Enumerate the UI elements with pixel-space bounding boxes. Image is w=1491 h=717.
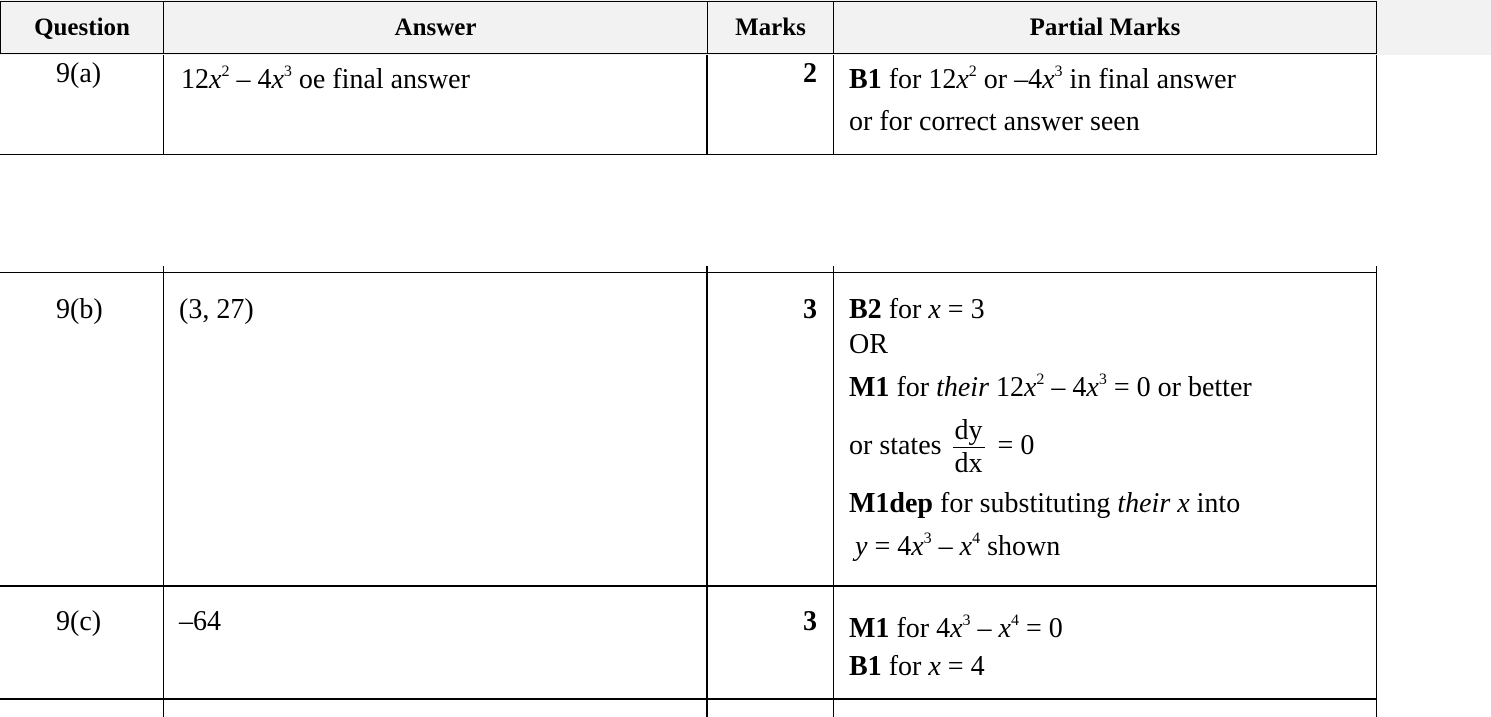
grid-line [1376, 55, 1377, 155]
column-header-answer: Answer [163, 1, 708, 54]
partial-marks-line: OR [849, 329, 888, 360]
marks-cell: 3 [803, 606, 817, 637]
question-number: 9(a) [56, 58, 102, 89]
grid-line [163, 55, 164, 155]
column-header-marks: Marks [707, 1, 834, 54]
row-divider [0, 585, 1377, 587]
grid-line [706, 266, 708, 586]
column-header-partial-marks: Partial Marks [833, 1, 1377, 54]
answer-cell: –64 [179, 606, 221, 637]
derivative-fraction: $\frac{dy}{dx}$ [954, 415, 983, 480]
grid-line [163, 266, 164, 586]
question-number: 9(c) [56, 606, 102, 637]
grid-line [1376, 266, 1377, 586]
partial-marks-line: B1 for x = 4 [849, 651, 985, 682]
partial-marks-line: or states $\frac{dy}{dx}$ = 0 [849, 415, 1035, 480]
partial-marks-line: M1 for their $12x^2 - 4x^3 = 0$ or better [849, 371, 1252, 403]
grid-line [833, 55, 834, 155]
partial-marks-line: M1dep for substituting their x into [849, 488, 1241, 519]
column-header-question: Question [0, 1, 164, 54]
grid-line [833, 266, 834, 586]
partial-marks-line: or for correct answer seen [849, 106, 1140, 137]
question-number: 9(b) [56, 294, 103, 325]
answer-cell: (3, 27) [179, 294, 254, 325]
partial-marks-line: M1 for $4x^3 - x^4 = 0$ [849, 612, 1063, 644]
answer-cell: $12x^2 - 4x^3$ oe final answer [181, 63, 470, 95]
marks-cell: 2 [803, 58, 817, 89]
row-divider [0, 272, 1377, 273]
partial-marks-line: B1 for $12x^2$ or $-4x^3$ in final answer [849, 63, 1236, 95]
row-divider [0, 698, 1377, 700]
partial-marks-line: B2 for x = 3 [849, 294, 985, 325]
marks-cell: 3 [803, 294, 817, 325]
partial-marks-line: $y = 4x^3 - x^4$ shown [855, 530, 1061, 562]
row-divider [0, 154, 1377, 155]
grid-line [706, 55, 708, 155]
